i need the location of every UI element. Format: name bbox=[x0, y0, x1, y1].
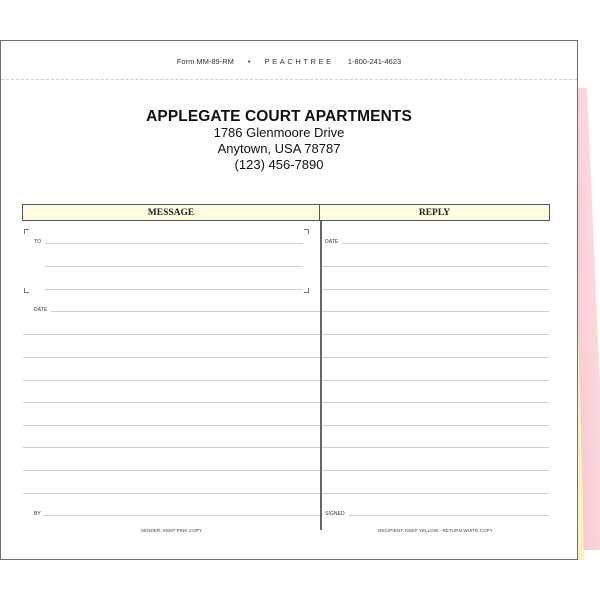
message-line[interactable] bbox=[23, 402, 320, 403]
by-label: BY bbox=[34, 511, 41, 517]
perforation-line bbox=[1, 79, 577, 80]
address-window-corner-tr bbox=[304, 229, 309, 234]
reply-date-line[interactable] bbox=[342, 243, 549, 244]
reply-line[interactable] bbox=[322, 380, 549, 381]
company-address-line2: Anytown, USA 78787 bbox=[217, 141, 341, 156]
address-window-corner-tl bbox=[24, 229, 29, 234]
reply-line[interactable] bbox=[322, 470, 549, 471]
to-field-line-2[interactable] bbox=[45, 266, 303, 267]
column-divider bbox=[320, 221, 322, 530]
form-number: Form MM-89-RM bbox=[176, 57, 234, 66]
reply-line[interactable] bbox=[322, 402, 549, 403]
message-line[interactable] bbox=[23, 447, 320, 448]
signed-label: SIGNED bbox=[325, 511, 345, 517]
brand-phone: 1-800-241-4623 bbox=[347, 57, 402, 66]
recipient-footnote: RECIPIENT: KEEP YELLOW - RETURN WHITE COPY bbox=[378, 528, 493, 533]
message-date-label: DATE bbox=[34, 307, 48, 313]
company-block bbox=[0, 108, 558, 173]
sender-footnote: SENDER: KEEP PINK COPY bbox=[140, 528, 203, 533]
reply-header: REPLY bbox=[418, 207, 451, 218]
form-info-bar bbox=[0, 57, 578, 66]
reply-line[interactable] bbox=[322, 289, 549, 290]
separator-bullet: • bbox=[247, 57, 251, 66]
reply-line[interactable] bbox=[322, 357, 549, 358]
address-window-corner-br bbox=[304, 288, 309, 293]
reply-line[interactable] bbox=[322, 266, 549, 267]
message-line[interactable] bbox=[23, 357, 320, 358]
to-field-line-1[interactable] bbox=[45, 243, 303, 244]
address-window-corner-bl bbox=[24, 288, 29, 293]
column-header-bar bbox=[22, 204, 550, 221]
reply-date-label: DATE bbox=[325, 239, 339, 245]
message-header: MESSAGE bbox=[23, 205, 320, 220]
to-field-line-3[interactable] bbox=[45, 289, 303, 290]
company-phone: (123) 456-7890 bbox=[234, 157, 324, 172]
message-line[interactable] bbox=[23, 380, 320, 381]
brand-name: PEACHTREE bbox=[264, 57, 334, 66]
reply-line[interactable] bbox=[322, 425, 549, 426]
reply-line[interactable] bbox=[322, 447, 549, 448]
message-date-line[interactable] bbox=[51, 311, 320, 312]
message-line[interactable] bbox=[23, 470, 320, 471]
company-address-line1: 1786 Glenmoore Drive bbox=[213, 125, 345, 140]
reply-line[interactable] bbox=[322, 493, 549, 494]
message-line[interactable] bbox=[23, 493, 320, 494]
signed-line[interactable] bbox=[349, 515, 549, 516]
to-label: TO bbox=[34, 239, 42, 245]
company-name: APPLEGATE COURT APARTMENTS bbox=[146, 108, 412, 125]
reply-line[interactable] bbox=[322, 334, 549, 335]
reply-line[interactable] bbox=[322, 311, 549, 312]
message-line[interactable] bbox=[23, 334, 320, 335]
message-line[interactable] bbox=[23, 425, 320, 426]
by-line[interactable] bbox=[43, 515, 320, 516]
